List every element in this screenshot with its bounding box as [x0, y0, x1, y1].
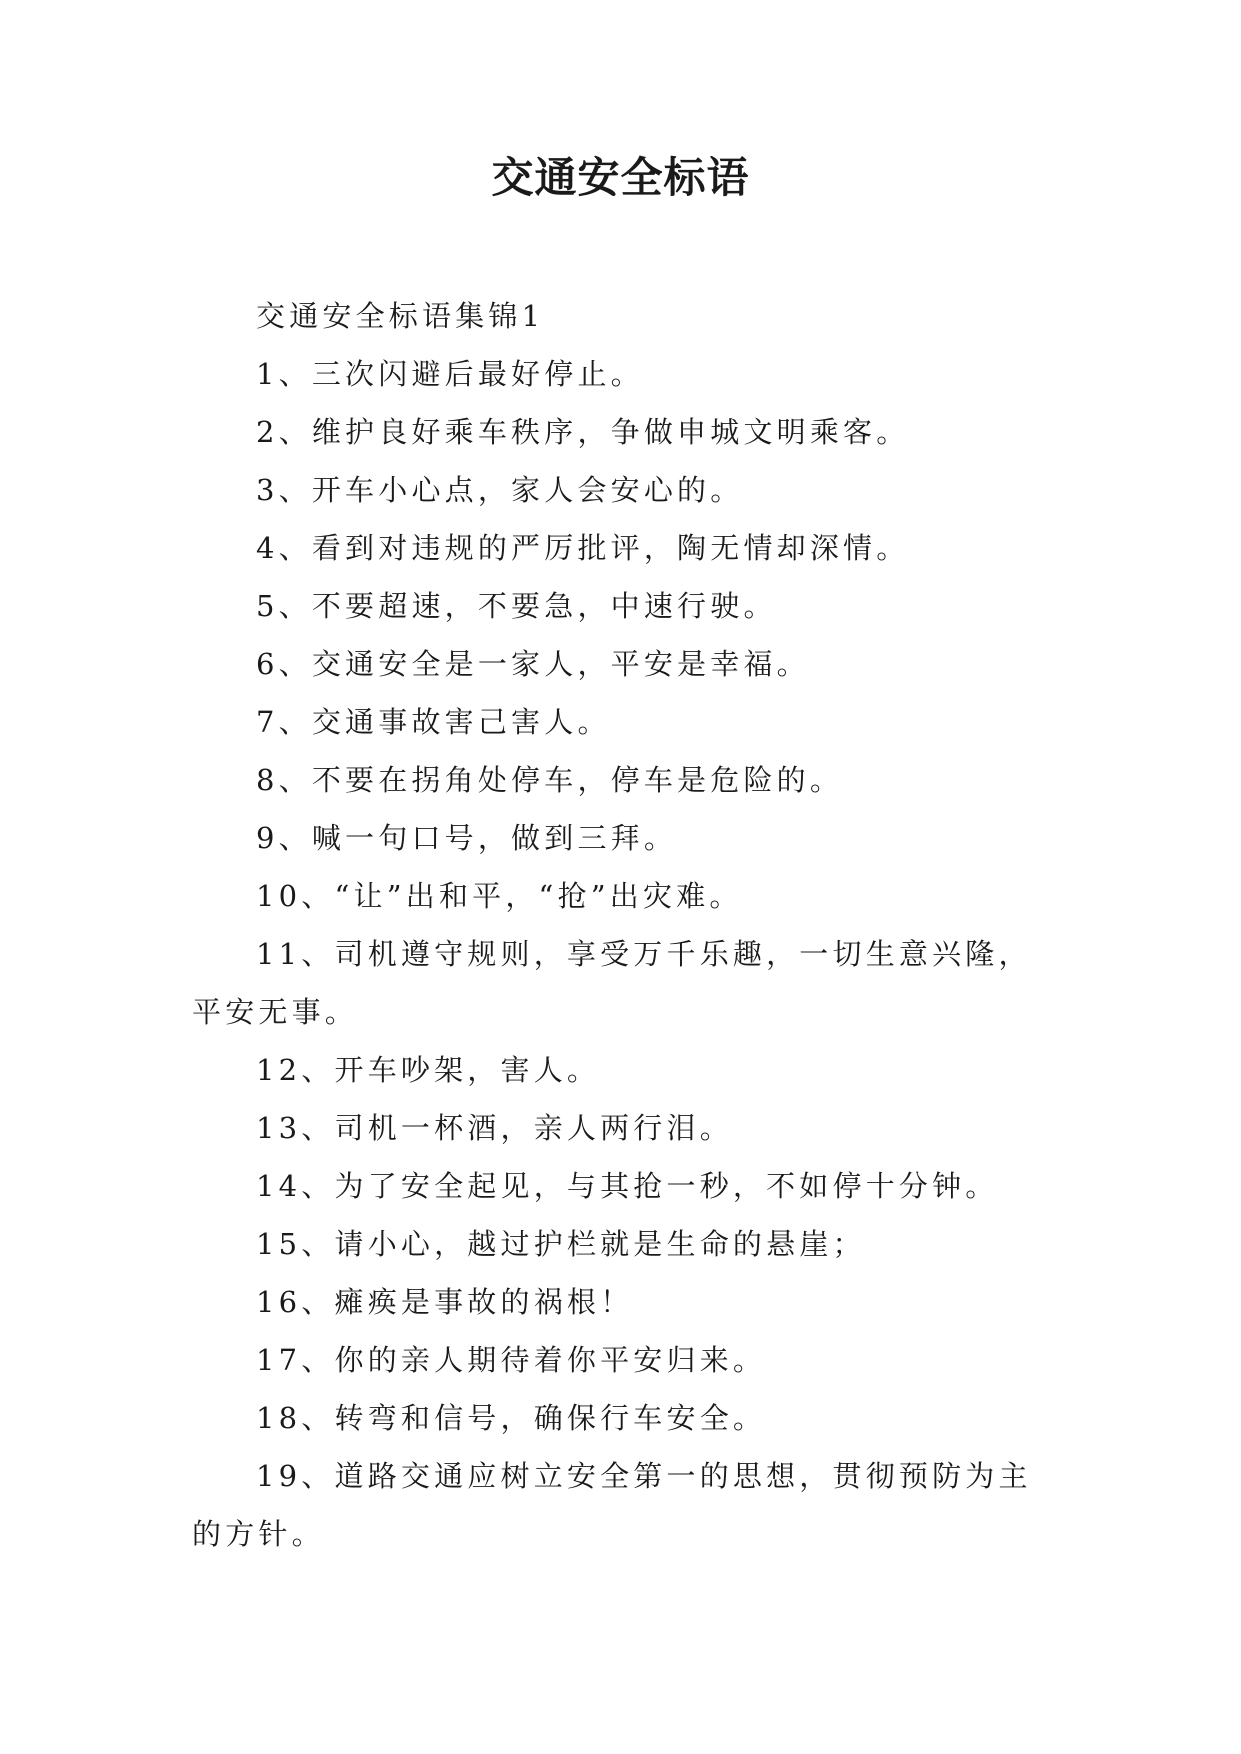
slogan-item: 6、交通安全是一家人，平安是幸福。 [256, 647, 810, 681]
slogan-item: 8、不要在拐角处停车，停车是危险的。 [256, 763, 844, 797]
slogan-item: 2、维护良好乘车秩序，争做申城文明乘客。 [256, 415, 910, 449]
slogan-item: 14、为了安全起见，与其抢一秒，不如停十分钟。 [256, 1169, 999, 1203]
slogan-item: 1、三次闪避后最好停止。 [256, 357, 644, 391]
slogan-item: 16、瘫痪是事故的祸根！ [256, 1285, 634, 1319]
slogan-item: 17、你的亲人期待着你平安归来。 [256, 1343, 767, 1377]
section-heading: 交通安全标语集锦1 [256, 299, 545, 333]
slogan-item: 5、不要超速，不要急，中速行驶。 [256, 589, 777, 623]
document-body [192, 287, 1052, 1563]
slogan-item: 10、“让”出和平，“抢”出灾难。 [256, 879, 743, 913]
slogan-item: 19、道路交通应树立安全第一的思想，贯彻预防为主的方针。 [192, 1459, 1032, 1551]
document-title: 交通安全标语 [491, 153, 750, 202]
slogan-item: 15、请小心，越过护栏就是生命的悬崖； [256, 1227, 866, 1261]
slogan-item: 12、开车吵架，害人。 [256, 1053, 601, 1087]
slogan-item: 3、开车小心点，家人会安心的。 [256, 473, 744, 507]
slogan-item: 18、转弯和信号，确保行车安全。 [256, 1401, 767, 1435]
slogan-item: 9、喊一句口号，做到三拜。 [256, 821, 678, 855]
slogan-item: 13、司机一杯酒，亲人两行泪。 [256, 1111, 733, 1145]
slogan-item: 11、司机遵守规则，享受万千乐趣，一切生意兴隆，平安无事。 [192, 937, 1032, 1029]
slogan-item: 4、看到对违规的严厉批评，陶无情却深情。 [256, 531, 910, 565]
slogan-item: 7、交通事故害己害人。 [256, 705, 611, 739]
